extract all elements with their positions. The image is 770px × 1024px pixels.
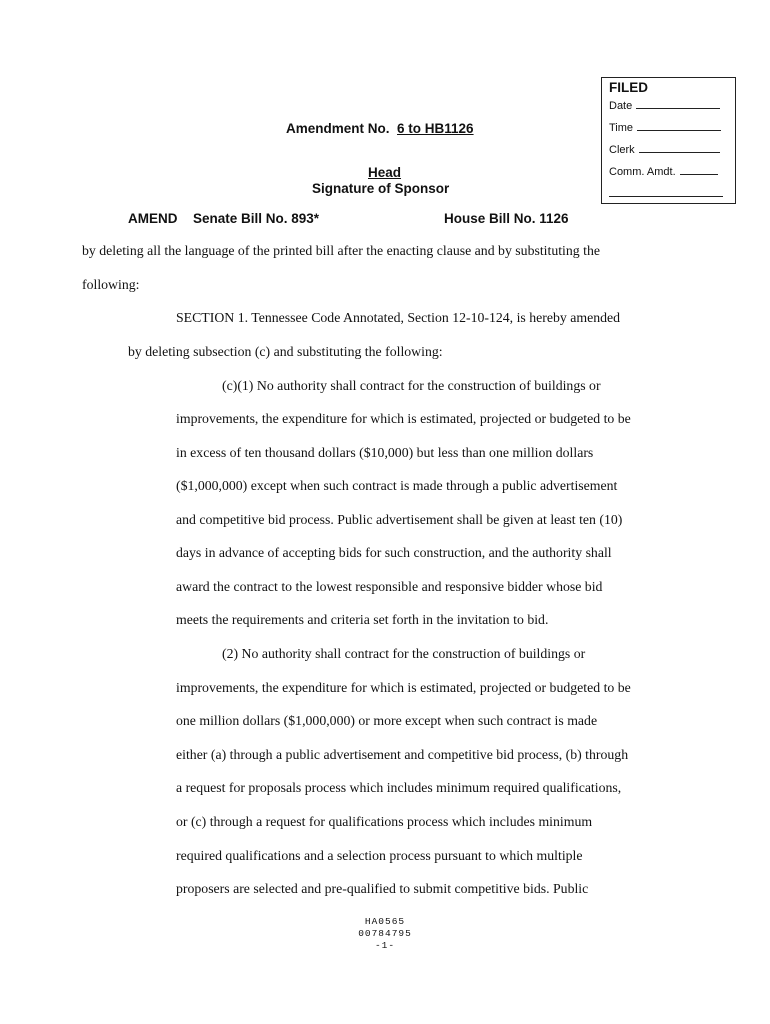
sponsor-name: Head: [368, 165, 402, 180]
filed-time-line: [609, 120, 721, 134]
body-line: following:: [82, 277, 140, 292]
filed-title: FILED: [609, 80, 648, 95]
footer-code-2: 00784795: [358, 928, 412, 939]
filed-date-blank: [636, 98, 720, 109]
signature-label: Signature of Sponsor: [312, 181, 450, 196]
filed-time-blank: [637, 120, 721, 131]
body-line: meets the requirements and criteria set forth in the invitation to bid.: [176, 612, 549, 627]
body-line: proposers are selected and pre-qualified to submit competitive bids. Public: [176, 881, 589, 896]
amendment-value: 6 to HB1126: [397, 121, 474, 136]
body-line: and competitive bid process. Public advertisement shall be given at least ten (10): [176, 512, 623, 527]
amendment-prefix: Amendment No.: [286, 121, 390, 136]
body-line: improvements, the expenditure for which is estimated, projected or budgeted to be: [176, 411, 631, 426]
filed-extra-line: [609, 186, 723, 200]
body-line: a request for proposals process which includes minimum required qualifications,: [176, 780, 622, 795]
filed-time-label: Time: [609, 122, 634, 134]
filed-comm-amdt-blank: [680, 164, 718, 175]
footer-code-1: HA0565: [364, 916, 406, 927]
section-heading-line: SECTION 1. Tennessee Code Annotated, Section 12-10-124, is hereby amended: [176, 310, 621, 325]
body-line: days in advance of accepting bids for such construction, and the authority shall: [176, 545, 612, 560]
amend-label: AMEND: [128, 211, 178, 226]
filed-comm-amdt-label: Comm. Amdt.: [609, 166, 676, 178]
filed-stamp-box: [601, 77, 736, 204]
senate-bill: Senate Bill No. 893*: [193, 211, 320, 226]
filed-date-line: [609, 98, 720, 112]
subsection-c1-start: (c)(1) No authority shall contract for the construction of buildings or: [222, 378, 601, 393]
filed-date-label: Date: [609, 100, 633, 112]
body-line: one million dollars ($1,000,000) or more except when such contract is made: [176, 713, 598, 728]
filed-extra-blank: [609, 186, 723, 197]
filed-comm-amdt-line: [609, 164, 718, 178]
filed-clerk-line: [609, 142, 720, 156]
amendment-number: [286, 121, 474, 136]
body-line: by deleting all the language of the printed bill after the enacting clause and by substituting the: [82, 243, 600, 258]
house-bill: House Bill No. 1126: [444, 211, 569, 226]
body-line: award the contract to the lowest responsible and responsive bidder whose bid: [176, 579, 603, 594]
body-line: in excess of ten thousand dollars ($10,000) but less than one million dollars: [176, 445, 594, 460]
subsection-c2-start: (2) No authority shall contract for the construction of buildings or: [222, 646, 586, 661]
body-line: required qualifications and a selection process pursuant to which multiple: [176, 848, 583, 863]
body-line: or (c) through a request for qualifications process which includes minimum: [176, 814, 593, 829]
filed-clerk-label: Clerk: [609, 144, 635, 156]
body-line: either (a) through a public advertisement and competitive bid process, (b) through: [176, 747, 629, 762]
body-line: improvements, the expenditure for which is estimated, projected or budgeted to be: [176, 680, 631, 695]
filed-clerk-blank: [639, 142, 720, 153]
body-line: ($1,000,000) except when such contract is made through a public advertisement: [176, 478, 618, 493]
page-number: -1-: [374, 940, 396, 951]
body-line: by deleting subsection (c) and substituting the following:: [128, 344, 443, 359]
